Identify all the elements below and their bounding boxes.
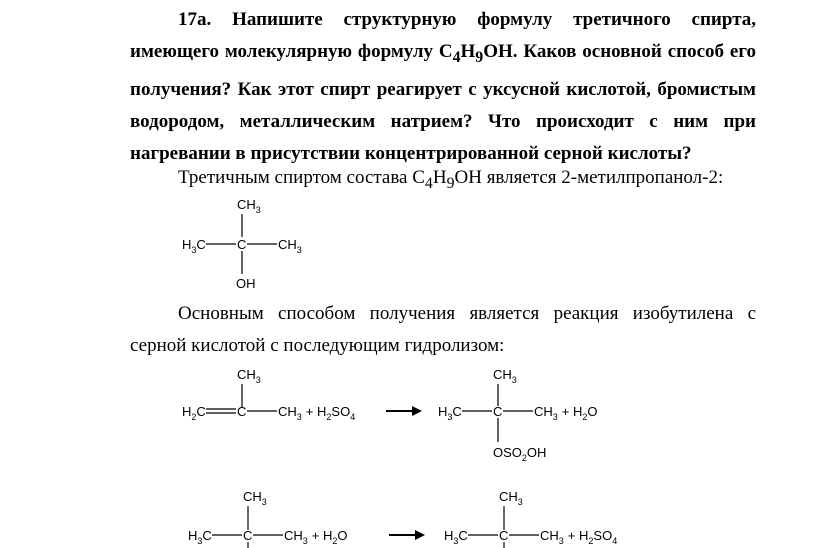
oh-bottom: OH [236,276,256,291]
reaction-arrow-2 [389,530,425,540]
ch3-right-reagent: $CH_3 + H_2SO_4$ [278,404,356,422]
ch3-right-water: $CH_3 + H_2O$ [534,404,598,422]
ch3-right: $CH_3$ [278,237,302,255]
answer-subscript-9: 9 [446,174,455,192]
task-number: 17а. [178,9,212,30]
subscript-4: 4 [452,48,461,66]
task-text-2: OH. Каков основной способ его получения? Как этот спирт реагирует с уксусной кислотой, бромистым водородом, металлическим натрием? Что происходит с ним при нагревании в присутствии концентрированной серной кислоты? [130,41,756,164]
structure-tert-butanol [182,197,302,291]
carbon-center: C [493,404,503,419]
ch3-top: $CH_3$ [237,367,261,385]
answer-paragraph-2: Основным способом получения является реакция изобутилена с серной кислотой с последующим гидролизом: [130,303,756,356]
structure-isobutylene [182,367,355,422]
ch3-top: $CH_3$ [243,489,267,507]
answer-h: H [432,167,447,188]
reaction-arrow-1 [386,406,422,416]
h3c-left: $H_3C$ [444,528,468,546]
ch3-right-water: $CH_3 + H_2O$ [284,528,348,546]
structure-tert-butyl-sulfate [438,367,598,463]
h3c-left: $H_3C$ [188,528,212,546]
task-text-1: Напишите структурную формулу третичного спирта, имеющего молекулярную формулу C [130,9,757,62]
structure-reaction-2-right [444,489,617,548]
h2c-left: $H_2C$ [182,404,206,422]
ch3-top: $CH_3$ [499,489,523,507]
ch3-top: $CH_3$ [237,197,261,215]
oso2oh-bottom: $OSO_2OH$ [493,445,547,463]
answer-text-a: Третичным спиртом состава C [178,167,425,188]
answer-subscript-4: 4 [424,174,433,192]
carbon-center: C [499,528,509,543]
structure-reaction-2-left [188,489,348,548]
carbon-center: C [237,404,247,419]
carbon-center: C [237,237,247,252]
ch3-right-reagent: $CH_3 + H_2SO_4$ [540,528,618,546]
task-h: H [460,41,476,62]
ch3-top: $CH_3$ [493,367,517,385]
subscript-9: 9 [475,48,484,66]
carbon-center: C [243,528,253,543]
h3c-left: $H_3C$ [438,404,462,422]
h3c-left: $H_3C$ [182,237,206,255]
answer-text-b: OH является 2-метилпропанол-2: [454,167,724,188]
